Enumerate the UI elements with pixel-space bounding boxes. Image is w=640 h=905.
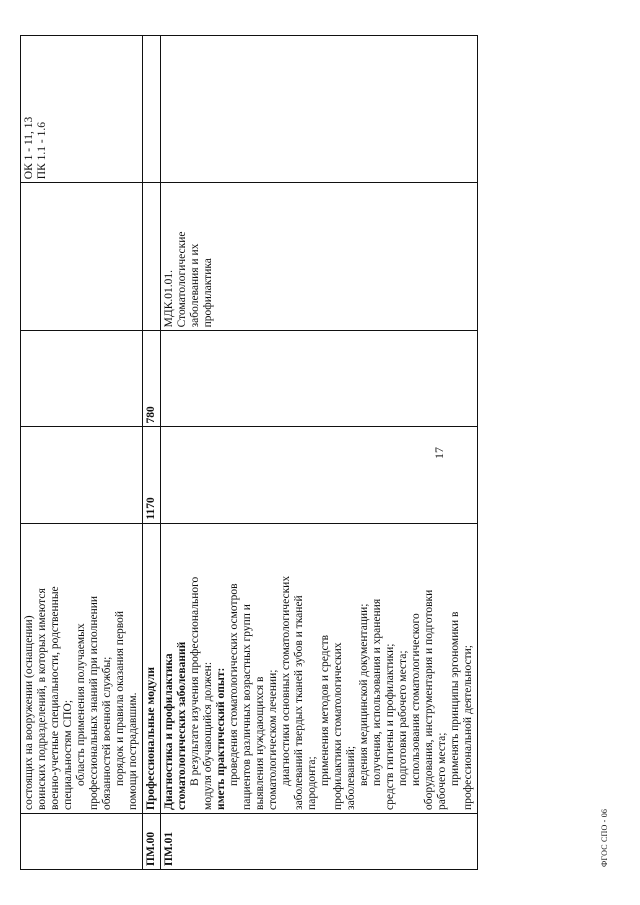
text-line: стоматологическом лечении; [267, 669, 279, 810]
text-line: получения, использования и хранения [371, 598, 383, 786]
mdk-cell [21, 183, 143, 331]
pm00-mdk [143, 183, 161, 331]
text-line: подготовки рабочего места; [397, 650, 409, 786]
table-row-pm01 [161, 36, 478, 870]
text-line: применять принципы эргономики в [449, 611, 461, 786]
text-line: модуля обучающийся должен: [202, 661, 214, 810]
pm00-code: ПМ.00 [143, 813, 161, 869]
text-line: помощи пострадавшим. [127, 692, 139, 810]
mdk-line: МДК.01.01. [163, 270, 175, 328]
footer-code: ФГОС СПО - 06 [600, 808, 609, 867]
pm00-hours-total: 1170 [143, 427, 161, 523]
text-line: пародонта; [306, 756, 318, 810]
table-row-continuation [21, 36, 143, 870]
text-line: проведения стоматологических осмотров [228, 583, 240, 786]
pm01-description [161, 523, 478, 813]
standard-table [20, 35, 478, 870]
text-line: профилактики стоматологических [332, 642, 344, 810]
text-line: профессиональной деятельности; [462, 645, 474, 810]
pm01-hours-total [161, 427, 478, 523]
pm00-competencies [143, 36, 161, 183]
pm01-hours-required [161, 331, 478, 427]
text-line: использования стоматологического [410, 613, 422, 786]
text-line: оборудования, инструментария и подготовки [423, 589, 435, 810]
competency-ok: ОК 1 - 11, 13 [23, 116, 35, 180]
text-line: обязанностей военной службы; [101, 656, 113, 810]
text-line: область применения получаемых [75, 623, 87, 786]
pm01-code: ПМ.01 [161, 813, 478, 869]
hours-required-cell [21, 331, 143, 427]
code-cell [21, 813, 143, 869]
text-line: профессиональных знаний при исполнении [88, 595, 100, 810]
pm01-mdk [161, 183, 478, 331]
text-line: применения методов и средств [319, 634, 331, 786]
competency-pk: ПК 1.1 - 1.6 [36, 122, 48, 180]
text-line: диагностики основных стоматологических [280, 575, 292, 786]
description-cell [21, 523, 143, 813]
text-line: иметь практический опыт: [215, 667, 227, 810]
text-line: состоящих на вооружении (оснащении) [23, 615, 35, 810]
text-line: средств гигиены и профилактики; [384, 643, 396, 810]
text-line: специальностям СПО; [62, 699, 74, 810]
text-line: заболеваний; [345, 745, 357, 810]
competencies-cell [21, 36, 143, 183]
mdk-line: профилактика [202, 258, 214, 328]
page-number: 17 [432, 447, 446, 459]
pm01-title-line: стоматологических заболеваний [176, 641, 188, 810]
text-line: ведения медицинской документации; [358, 603, 370, 786]
mdk-line: Стоматологические [176, 231, 188, 328]
text-line: пациентов различных возрастных групп и [241, 604, 253, 810]
text-line: военно-учетные специальности, родственные [49, 586, 61, 810]
text-line: рабочего места; [436, 732, 448, 810]
text-line: выявления нуждающихся в [254, 676, 266, 810]
text-line: порядок и правила оказания первой [114, 610, 126, 786]
hours-total-cell [21, 427, 143, 523]
text-line: В результате изучения профессионального [189, 576, 201, 786]
pm00-hours-required: 780 [143, 331, 161, 427]
pm01-title-line: Диагностика и профилактика [163, 653, 175, 810]
text-line: воинских подразделений, в которых имеются [36, 588, 48, 810]
text-line: заболеваний твердых тканей зубов и тканей [293, 595, 305, 810]
table-row-pm00 [143, 36, 161, 870]
mdk-line: заболевания и их [189, 243, 201, 328]
pm00-title: Профессиональные модули [143, 523, 161, 813]
pm01-competencies [161, 36, 478, 183]
